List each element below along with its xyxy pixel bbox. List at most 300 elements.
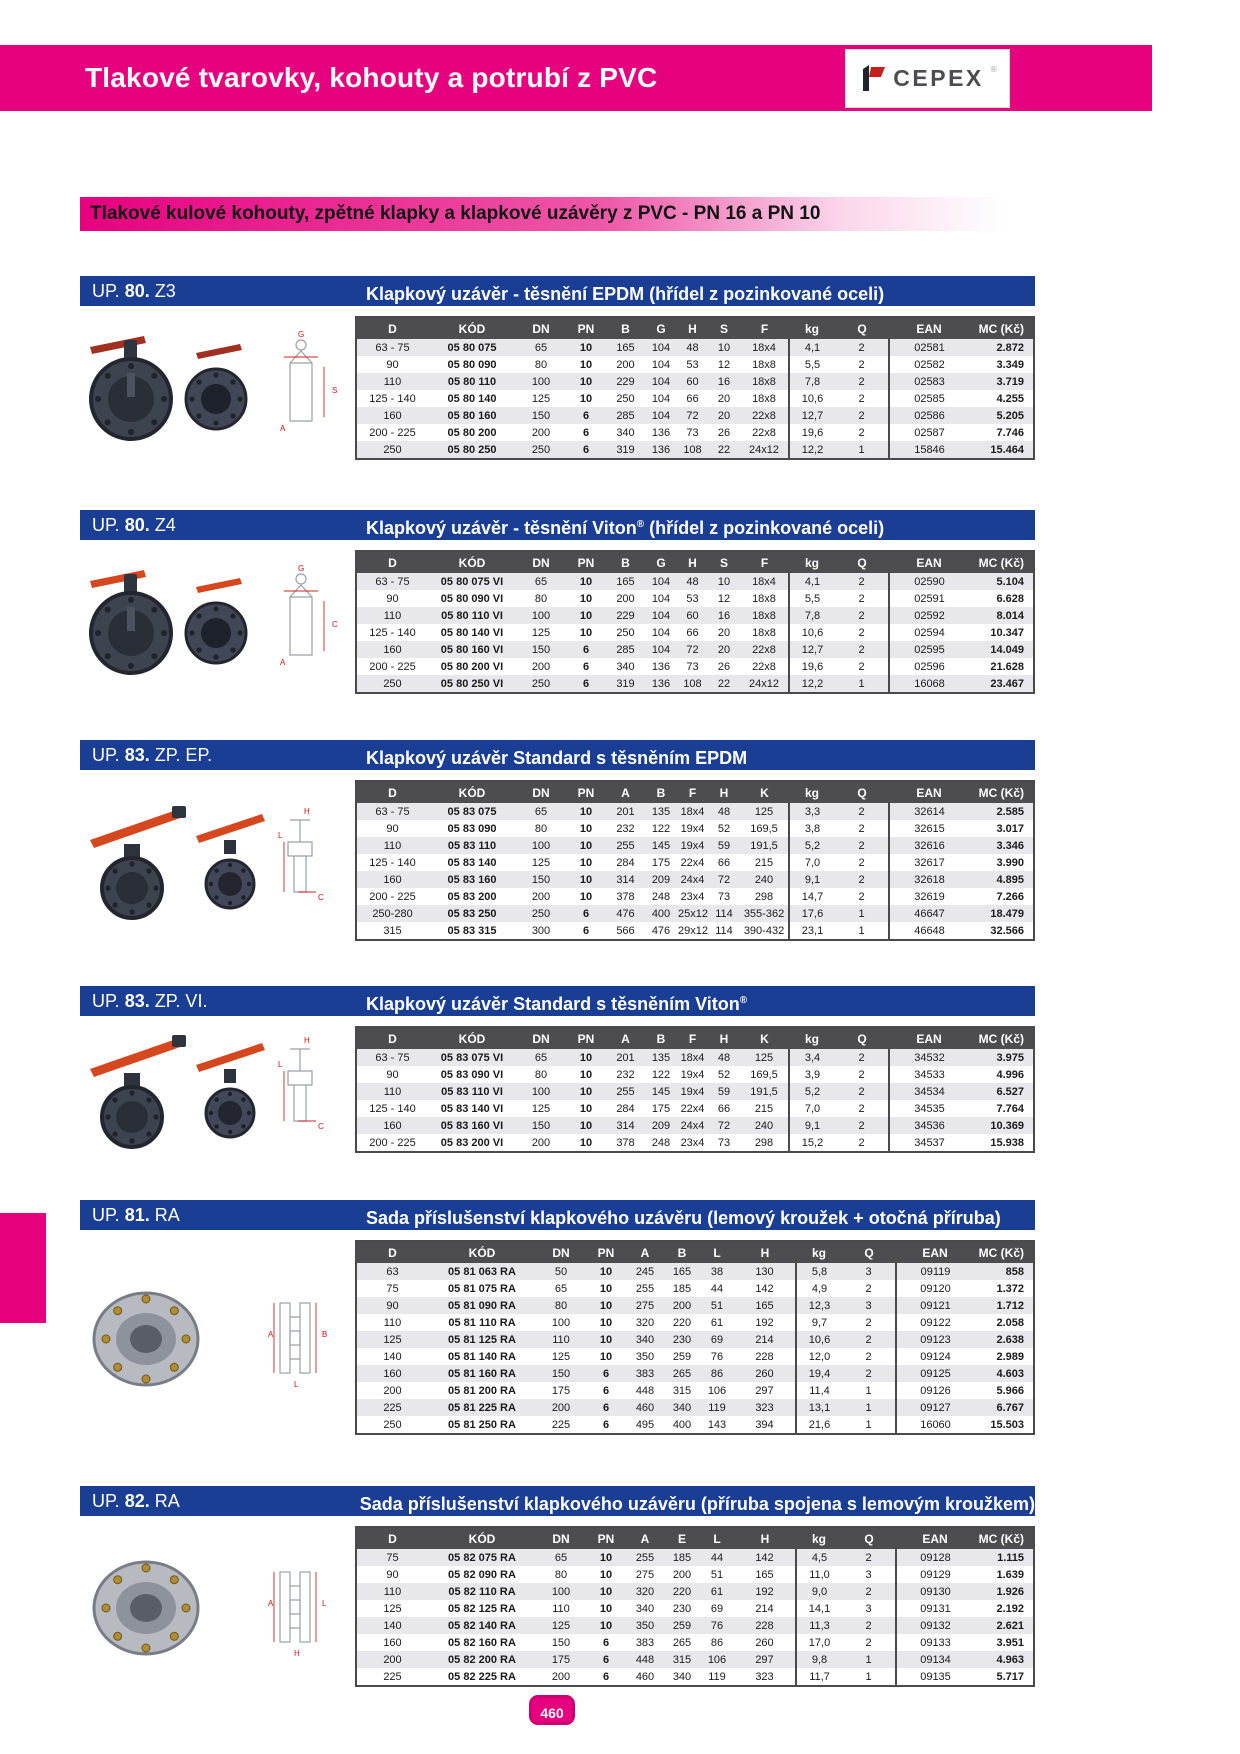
cell: 125 (516, 390, 566, 407)
cell: 229 (606, 607, 645, 624)
cell: 160 (356, 1117, 428, 1134)
table-row (356, 424, 1034, 441)
cell: 214 (734, 1331, 796, 1348)
cell: 169,5 (740, 820, 789, 837)
column-header: PN (566, 551, 606, 573)
cell: 05 81 160 RA (428, 1365, 536, 1382)
column-header: D (356, 551, 428, 573)
cell: 4.603 (974, 1365, 1034, 1382)
column-header: MC (Kč) (969, 551, 1034, 573)
cell: 165 (606, 339, 645, 356)
cell: 12 (708, 590, 740, 607)
cell: 2 (842, 1365, 896, 1382)
cell: 48 (708, 1049, 740, 1066)
flange-ring-photo (186, 344, 246, 429)
cell: 340 (664, 1399, 700, 1416)
cell: 3,9 (789, 1066, 835, 1083)
cell: 136 (645, 441, 677, 459)
cell: 2 (835, 658, 889, 675)
cell: 02596 (889, 658, 969, 675)
flange-set-photo (94, 1293, 198, 1385)
product-table (355, 780, 1035, 941)
cell: 6 (586, 1634, 626, 1651)
left-edge-tab (0, 1213, 46, 1323)
column-header: E (664, 1527, 700, 1549)
cell: 200 (536, 1668, 586, 1686)
table-row (356, 803, 1034, 820)
cell: 09127 (896, 1399, 974, 1416)
cell: 53 (677, 356, 708, 373)
cell: 15846 (889, 441, 969, 459)
cell: 05 82 225 RA (428, 1668, 536, 1686)
cell: 1.115 (974, 1549, 1034, 1566)
cell: 2 (835, 1066, 889, 1083)
cell: 18x4 (677, 803, 708, 820)
column-header: MC (Kč) (974, 1241, 1034, 1263)
section-body (80, 780, 1035, 941)
cell: 02585 (889, 390, 969, 407)
cell: 72 (677, 641, 708, 658)
table-row (356, 1668, 1034, 1686)
column-header: KÓD (428, 1527, 536, 1549)
cell: 7.746 (969, 424, 1034, 441)
butterfly-valve-photo (90, 570, 171, 673)
cell: 2.989 (974, 1348, 1034, 1365)
cell: 169,5 (740, 1066, 789, 1083)
cell: 378 (606, 1134, 645, 1152)
cell: 200 (516, 424, 566, 441)
cell: 108 (677, 441, 708, 459)
column-header: PN (586, 1241, 626, 1263)
cell: 200 (606, 590, 645, 607)
cell: 05 81 090 RA (428, 1297, 536, 1314)
cell: 05 83 315 (428, 922, 516, 940)
product-table (355, 1026, 1035, 1153)
table-header-row (356, 1027, 1034, 1049)
cell: 125 (516, 854, 566, 871)
cell: 25x12 (677, 905, 708, 922)
column-header: B (645, 781, 677, 803)
cell: 80 (516, 356, 566, 373)
page-number-badge: 460 (529, 1695, 575, 1725)
table-row (356, 441, 1034, 459)
cell: 46647 (889, 905, 969, 922)
cell: 32615 (889, 820, 969, 837)
cell: 23.467 (969, 675, 1034, 693)
cell: 65 (536, 1549, 586, 1566)
table-row (356, 1066, 1034, 1083)
cell: 2 (835, 624, 889, 641)
column-header: EAN (889, 551, 969, 573)
table-row (356, 888, 1034, 905)
column-header: K (740, 781, 789, 803)
cell: 60 (677, 373, 708, 390)
cell: 2 (835, 1117, 889, 1134)
column-header: S (708, 317, 740, 339)
column-header: Q (835, 781, 889, 803)
column-header: S (708, 551, 740, 573)
cell: 10 (566, 373, 606, 390)
cell: 4.255 (969, 390, 1034, 407)
cell: 17,0 (796, 1634, 842, 1651)
cell: 6 (566, 675, 606, 693)
column-header: Q (835, 551, 889, 573)
cell: 383 (626, 1365, 664, 1382)
column-header: F (740, 551, 789, 573)
brand-logo (845, 49, 1010, 108)
cell: 230 (664, 1600, 700, 1617)
cell: 2.585 (969, 803, 1034, 820)
cell: 4,5 (796, 1549, 842, 1566)
cell: 2 (842, 1314, 896, 1331)
cell: 6 (566, 424, 606, 441)
cell: 160 (356, 641, 428, 658)
label-suffix: ZP. EP. (154, 745, 213, 765)
cell: 20 (708, 641, 740, 658)
section-body (80, 1240, 1035, 1435)
cell: 125 (536, 1617, 586, 1634)
cell: 02595 (889, 641, 969, 658)
cell: 09123 (896, 1331, 974, 1348)
cell: 09130 (896, 1583, 974, 1600)
cell: 209 (645, 1117, 677, 1134)
cell: 228 (734, 1617, 796, 1634)
cell: 135 (645, 803, 677, 820)
cell: 248 (645, 1134, 677, 1152)
table-row (356, 1566, 1034, 1583)
table-row (356, 573, 1034, 590)
cell: 5,8 (796, 1263, 842, 1280)
table-row (356, 1331, 1034, 1348)
cell: 448 (626, 1382, 664, 1399)
table-row (356, 1399, 1034, 1416)
cell: 9,7 (796, 1314, 842, 1331)
cell: 05 81 125 RA (428, 1331, 536, 1348)
cell: 80 (516, 590, 566, 607)
cell: 05 82 140 RA (428, 1617, 536, 1634)
cell: 23,1 (789, 922, 835, 940)
product-images-art (84, 1029, 346, 1151)
dimension-label: C (318, 1121, 324, 1131)
cell: 18x8 (740, 373, 789, 390)
cell: 52 (708, 1066, 740, 1083)
column-header: A (606, 781, 645, 803)
cell: 250 (606, 624, 645, 641)
cell: 09121 (896, 1297, 974, 1314)
cell: 9,1 (789, 871, 835, 888)
cell: 3 (842, 1297, 896, 1314)
cell: 106 (700, 1382, 734, 1399)
cell: 05 81 075 RA (428, 1280, 536, 1297)
cell: 140 (356, 1348, 428, 1365)
cell: 229 (606, 373, 645, 390)
cell: 3.719 (969, 373, 1034, 390)
cell: 200 - 225 (356, 424, 428, 441)
section-title-text: Klapkový uzávěr - těsnění EPDM (hřídel z pozinkované oceli) (366, 284, 885, 304)
table-row (356, 1348, 1034, 1365)
cell: 100 (516, 607, 566, 624)
cell: 323 (734, 1399, 796, 1416)
product-images (80, 780, 355, 941)
cell: 10 (586, 1297, 626, 1314)
cell: 34532 (889, 1049, 969, 1066)
cell: 150 (516, 641, 566, 658)
cell: 32614 (889, 803, 969, 820)
cell: 44 (700, 1280, 734, 1297)
cell: 73 (708, 888, 740, 905)
column-header: PN (566, 317, 606, 339)
cell: 200 (664, 1297, 700, 1314)
cell: 225 (356, 1399, 428, 1416)
cell: 5.717 (974, 1668, 1034, 1686)
cell: 65 (516, 573, 566, 590)
cell: 05 82 090 RA (428, 1566, 536, 1583)
cell: 22x8 (740, 424, 789, 441)
cell: 23x4 (677, 1134, 708, 1152)
section-header-bar (80, 1486, 1035, 1516)
cell: 140 (356, 1617, 428, 1634)
cell: 175 (645, 1100, 677, 1117)
cell: 315 (664, 1382, 700, 1399)
technical-drawing (278, 807, 324, 902)
cell: 10 (566, 820, 606, 837)
column-header: kg (789, 781, 835, 803)
cell: 215 (740, 854, 789, 871)
cell: 9,8 (796, 1651, 842, 1668)
cell: 230 (664, 1331, 700, 1348)
column-header: D (356, 317, 428, 339)
cell: 250 (516, 441, 566, 459)
column-header: L (700, 1527, 734, 1549)
cell: 122 (645, 1066, 677, 1083)
cell: 32618 (889, 871, 969, 888)
cell: 11,0 (796, 1566, 842, 1583)
cell: 297 (734, 1382, 796, 1399)
cell: 86 (700, 1365, 734, 1382)
cell: 19x4 (677, 820, 708, 837)
cell: 10 (586, 1583, 626, 1600)
product-images-art (84, 327, 346, 449)
column-header: KÓD (428, 781, 516, 803)
column-header: KÓD (428, 551, 516, 573)
cell: 05 81 110 RA (428, 1314, 536, 1331)
table-row (356, 1416, 1034, 1434)
column-header: B (606, 317, 645, 339)
column-header: A (626, 1241, 664, 1263)
cell: 165 (734, 1566, 796, 1583)
label-suffix: RA (154, 1205, 180, 1225)
cell: 26 (708, 658, 740, 675)
cell: 05 80 160 VI (428, 641, 516, 658)
cell: 250 (606, 390, 645, 407)
cell: 05 82 160 RA (428, 1634, 536, 1651)
cell: 18x8 (740, 607, 789, 624)
cell: 240 (740, 871, 789, 888)
cell: 10 (566, 624, 606, 641)
table-row (356, 407, 1034, 424)
cell: 90 (356, 590, 428, 607)
cell: 10 (586, 1331, 626, 1348)
cell: 192 (734, 1583, 796, 1600)
product-table (355, 550, 1035, 694)
dimension-label: L (278, 1059, 283, 1069)
cell: 05 81 200 RA (428, 1382, 536, 1399)
cell: 130 (734, 1263, 796, 1280)
cell: 250-280 (356, 905, 428, 922)
cell: 32.566 (969, 922, 1034, 940)
cell: 10 (566, 1100, 606, 1117)
table-row (356, 658, 1034, 675)
cell: 90 (356, 820, 428, 837)
cell: 2 (842, 1549, 896, 1566)
cell: 255 (626, 1549, 664, 1566)
cell: 05 80 250 (428, 441, 516, 459)
cell: 260 (734, 1634, 796, 1651)
column-header: D (356, 1241, 428, 1263)
cell: 400 (645, 905, 677, 922)
cell: 02581 (889, 339, 969, 356)
cell: 22x8 (740, 641, 789, 658)
cell: 02586 (889, 407, 969, 424)
cell: 32617 (889, 854, 969, 871)
column-header: PN (566, 1027, 606, 1049)
cell: 2.192 (974, 1600, 1034, 1617)
table-row (356, 1651, 1034, 1668)
technical-drawing (280, 330, 337, 433)
column-header: G (645, 317, 677, 339)
cell: 2 (835, 1083, 889, 1100)
cell: 75 (356, 1280, 428, 1297)
cell: 1.712 (974, 1297, 1034, 1314)
cell: 19,6 (789, 658, 835, 675)
cell: 150 (536, 1634, 586, 1651)
cell: 7.764 (969, 1100, 1034, 1117)
cell: 18x4 (740, 573, 789, 590)
cell: 21,6 (796, 1416, 842, 1434)
cell: 185 (664, 1549, 700, 1566)
cell: 2 (842, 1583, 896, 1600)
cell: 15.938 (969, 1134, 1034, 1152)
cell: 1 (835, 441, 889, 459)
cell: 34537 (889, 1134, 969, 1152)
table-row (356, 1100, 1034, 1117)
cell: 69 (700, 1331, 734, 1348)
cell: 02587 (889, 424, 969, 441)
cell: 566 (606, 922, 645, 940)
cell: 34536 (889, 1117, 969, 1134)
column-header: EAN (896, 1241, 974, 1263)
label-suffix: Z4 (154, 515, 176, 535)
cell: 160 (356, 407, 428, 424)
cell: 215 (740, 1100, 789, 1117)
cell: 6 (586, 1399, 626, 1416)
cell: 09125 (896, 1365, 974, 1382)
cell: 24x12 (740, 441, 789, 459)
cell: 51 (700, 1566, 734, 1583)
cell: 05 83 160 (428, 871, 516, 888)
column-header: F (677, 1027, 708, 1049)
section-title (350, 276, 1035, 306)
section-body (80, 1526, 1035, 1687)
cell: 320 (626, 1583, 664, 1600)
label-code: 80. (124, 515, 150, 535)
cell: 05 80 140 (428, 390, 516, 407)
product-images-art (84, 800, 346, 922)
cell: 2 (842, 1331, 896, 1348)
cell: 145 (645, 837, 677, 854)
table-row (356, 854, 1034, 871)
cell: 10,6 (796, 1331, 842, 1348)
cell: 34533 (889, 1066, 969, 1083)
cell: 32616 (889, 837, 969, 854)
cell: 4,1 (789, 339, 835, 356)
cell: 10 (566, 356, 606, 373)
cell: 80 (516, 1066, 566, 1083)
cell: 22 (708, 441, 740, 459)
cell: 02591 (889, 590, 969, 607)
cell: 3,4 (789, 1049, 835, 1066)
cell: 106 (700, 1651, 734, 1668)
table-row (356, 837, 1034, 854)
cell: 100 (516, 373, 566, 390)
cell: 225 (536, 1416, 586, 1434)
cell: 10 (566, 590, 606, 607)
cell: 1 (842, 1382, 896, 1399)
cell: 12,0 (796, 1348, 842, 1365)
dimension-label: H (304, 1035, 310, 1045)
table-row (356, 1134, 1034, 1152)
section-title-text: Klapkový uzávěr - těsnění Viton (366, 518, 637, 538)
cell: 228 (734, 1348, 796, 1365)
cell: 19x4 (677, 1066, 708, 1083)
cell: 220 (664, 1583, 700, 1600)
cell: 191,5 (740, 837, 789, 854)
cell: 150 (516, 407, 566, 424)
cell: 05 80 090 VI (428, 590, 516, 607)
cell: 22x4 (677, 1100, 708, 1117)
product-images-art (84, 1277, 346, 1399)
technical-drawing (278, 1036, 324, 1131)
cell: 340 (664, 1668, 700, 1686)
cell: 5,2 (789, 1083, 835, 1100)
cell: 13,1 (796, 1399, 842, 1416)
cell: 20 (708, 407, 740, 424)
catalog-section (80, 1200, 1035, 1435)
column-header: KÓD (428, 317, 516, 339)
cell: 6.628 (969, 590, 1034, 607)
cell: 09135 (896, 1668, 974, 1686)
cepex-logo-icon (859, 63, 887, 95)
cell: 10 (586, 1348, 626, 1365)
cell: 125 (516, 1100, 566, 1117)
cell: 250 (516, 675, 566, 693)
cell: 108 (677, 675, 708, 693)
cell: 200 (356, 1382, 428, 1399)
cell: 114 (708, 922, 740, 940)
cell: 05 83 075 (428, 803, 516, 820)
cell: 100 (536, 1583, 586, 1600)
dimension-label: A (268, 1598, 274, 1608)
page-header (0, 45, 1152, 111)
cell: 2 (842, 1617, 896, 1634)
cell: 5.104 (969, 573, 1034, 590)
cell: 5,5 (789, 356, 835, 373)
cell: 50 (536, 1263, 586, 1280)
cell: 66 (677, 624, 708, 641)
cell: 315 (664, 1651, 700, 1668)
cell: 175 (536, 1382, 586, 1399)
cell: 3.346 (969, 837, 1034, 854)
